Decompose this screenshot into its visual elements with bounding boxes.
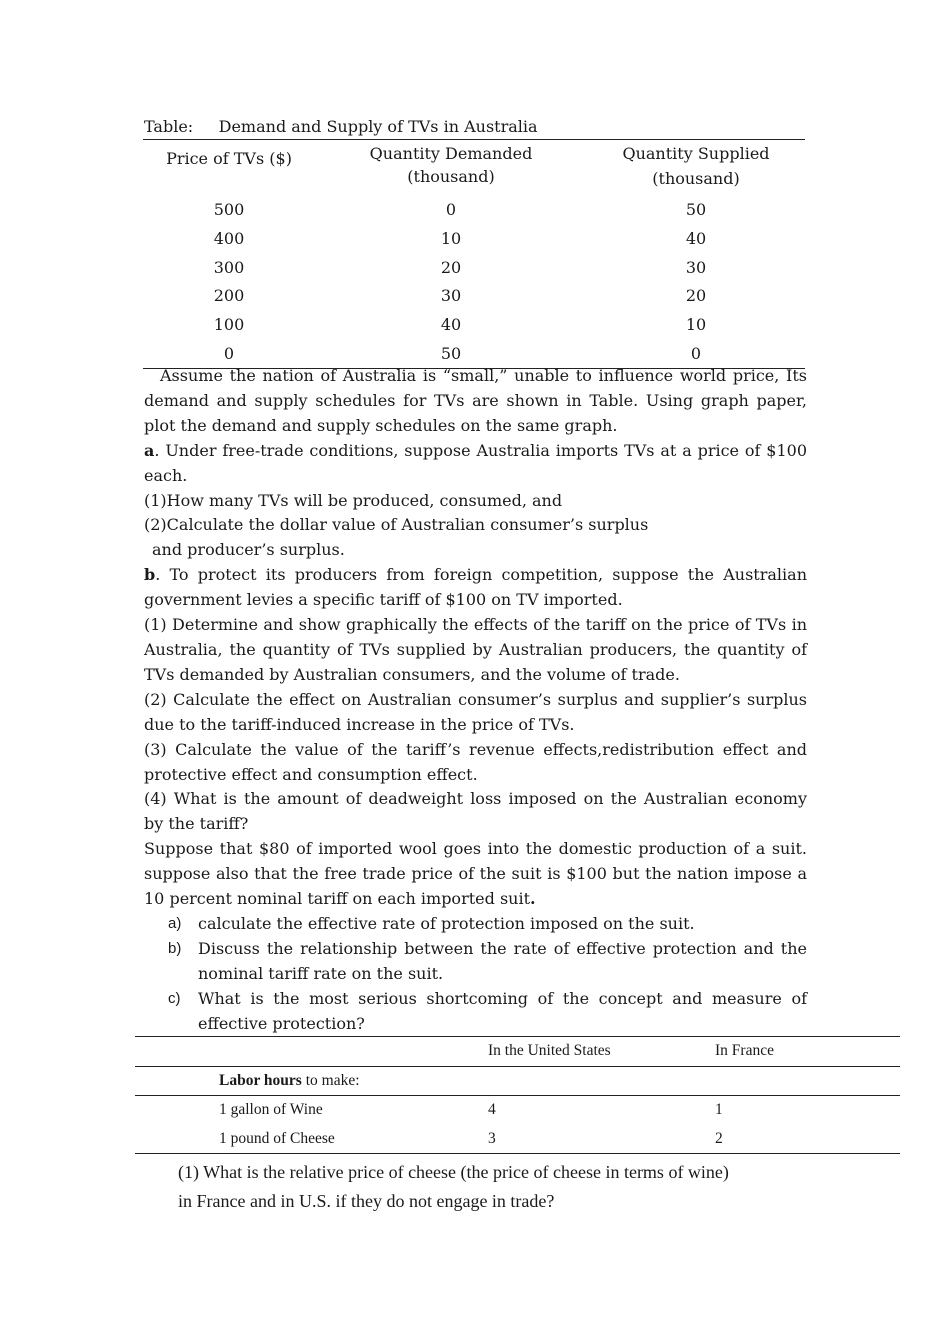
cell-price: 100	[213, 315, 245, 335]
cell-supplied: 50	[685, 200, 707, 220]
header-supplied-line2: (thousand)	[652, 169, 740, 188]
list-text: What is the most serious shortcoming of the concept and measure of effective protection?	[198, 988, 807, 1033]
suit-period: .	[530, 889, 536, 909]
header-price-text: Price of TVs ($)	[166, 149, 292, 168]
cell-price: 500	[213, 200, 245, 220]
question-line-2: in France and in U.S. if they do not engage in trade?	[178, 1191, 555, 1211]
list-marker: a)	[168, 914, 182, 932]
part-b-question-4: (4) What is the amount of deadweight loss imposed on the Australian economy by the tariff?	[144, 789, 807, 834]
list-text: calculate the effective rate of protection imposed on the suit.	[198, 913, 695, 933]
suit-text: Suppose that $80 of imported wool goes into the domestic production of a suit. suppose also that the free trade price of the suit is $100 but the nation impose a 10 percent nominal tariff on each imported suit	[144, 839, 807, 909]
header-price	[143, 140, 315, 197]
cell-demanded: 20	[440, 257, 462, 277]
header-france: In France	[715, 1037, 900, 1067]
us-cell: 4	[488, 1101, 496, 1119]
header-supplied-line1: Quantity Supplied	[622, 144, 770, 163]
france-cell: 1	[715, 1101, 723, 1119]
demand-supply-table	[143, 139, 805, 369]
labor-label-bold: Labor hours	[219, 1071, 302, 1089]
table-header-row	[143, 140, 805, 197]
part-a-label: a	[144, 440, 155, 460]
header-demanded-line2: (thousand)	[407, 167, 495, 186]
part-b-label: b	[144, 565, 156, 585]
table-row	[143, 225, 805, 254]
header-demanded	[315, 140, 587, 197]
cell-supplied: 0	[690, 343, 702, 363]
header-us: In the United States	[488, 1037, 715, 1067]
list-marker: c)	[168, 989, 181, 1007]
cell-price: 400	[213, 229, 245, 249]
item-cell: 1 pound of Cheese	[135, 1125, 488, 1154]
part-b-paragraph	[144, 563, 807, 613]
part-b-question-2: (2) Calculate the effect on Australian consumer’s surplus and supplier’s surplus due to the tariff-induced increase in the price of TVs.	[144, 689, 807, 734]
table-row	[143, 311, 805, 340]
table-row	[135, 1125, 900, 1154]
table-row	[135, 1096, 900, 1125]
us-cell: 3	[488, 1125, 715, 1154]
empty-cell	[715, 1066, 900, 1096]
cell-demanded: 10	[440, 229, 462, 249]
cell-demanded: 40	[440, 315, 462, 335]
cell-demanded: 50	[440, 343, 462, 363]
header-demanded-line1: Quantity Demanded	[369, 144, 533, 163]
part-a-paragraph	[144, 439, 807, 489]
france-cell: 2	[715, 1125, 900, 1154]
item-cell: 1 gallon of Wine	[219, 1101, 323, 1119]
cell-demanded: 30	[440, 286, 462, 306]
empty-cell	[488, 1066, 715, 1096]
list-text: Discuss the relationship between the rate of effective protection and the nominal tariff rate on the suit.	[198, 938, 807, 983]
cell-supplied: 30	[685, 257, 707, 277]
problem-text	[144, 364, 807, 1036]
labor-label	[135, 1066, 488, 1096]
cell-supplied: 20	[685, 286, 707, 306]
part-a-question-1: (1)How many TVs will be produced, consumed, and	[144, 490, 563, 510]
header-supplied	[587, 140, 805, 197]
part-b-question-1: (1) Determine and show graphically the effects of the tariff on the price of TVs in Australia, the quantity of TVs supplied by Australian producers, the quantity of TVs demanded by Australian consumers, and the volume of trade.	[144, 615, 807, 684]
list-item	[144, 912, 807, 937]
cell-supplied: 10	[685, 315, 707, 335]
cell-price: 300	[213, 257, 245, 277]
cell-demanded: 0	[445, 200, 457, 220]
part-a-question-2-line1: (2)Calculate the dollar value of Australian consumer’s surplus	[144, 515, 649, 535]
list-item	[144, 937, 807, 987]
labor-label-row	[135, 1066, 900, 1096]
list-item	[144, 987, 807, 1037]
caption-label: Table:	[144, 117, 194, 136]
caption-title: Demand and Supply of TVs in Australia	[218, 117, 538, 136]
table-caption	[144, 117, 538, 136]
suit-paragraph	[144, 837, 807, 912]
header-blank	[135, 1037, 488, 1067]
question-line-1: (1) What is the relative price of cheese (the price of cheese in terms of wine)	[178, 1162, 729, 1182]
cell-price: 0	[223, 343, 235, 363]
table-row	[143, 253, 805, 282]
intro-paragraph: Assume the nation of Australia is “small,” unable to influence world price, Its demand and supply schedules for TVs are shown in Table. Using graph paper, plot the demand and supply schedules on the same graph.	[144, 366, 807, 435]
labor-hours-table	[135, 1036, 900, 1154]
labor-label-rest: to make:	[301, 1071, 360, 1089]
list-marker: b)	[168, 939, 182, 957]
cell-price: 200	[213, 286, 245, 306]
part-b-text: . To protect its producers from foreign competition, suppose the Australian government levies a specific tariff of $100 on TV imported.	[144, 565, 807, 610]
part-a-text: . Under free-trade conditions, suppose Australia imports TVs at a price of $100 each.	[144, 440, 807, 485]
cell-supplied: 40	[685, 229, 707, 249]
table-row	[143, 196, 805, 225]
suit-questions	[144, 912, 807, 1037]
table-row	[143, 282, 805, 311]
part-b-question-3: (3) Calculate the value of the tariff’s revenue effects,redistribution effect and protective effect and consumption effect.	[144, 739, 807, 784]
relative-price-question	[178, 1158, 798, 1216]
part-a-question-2-line2: and producer’s surplus.	[152, 540, 345, 560]
labor-table-header-row	[135, 1037, 900, 1067]
